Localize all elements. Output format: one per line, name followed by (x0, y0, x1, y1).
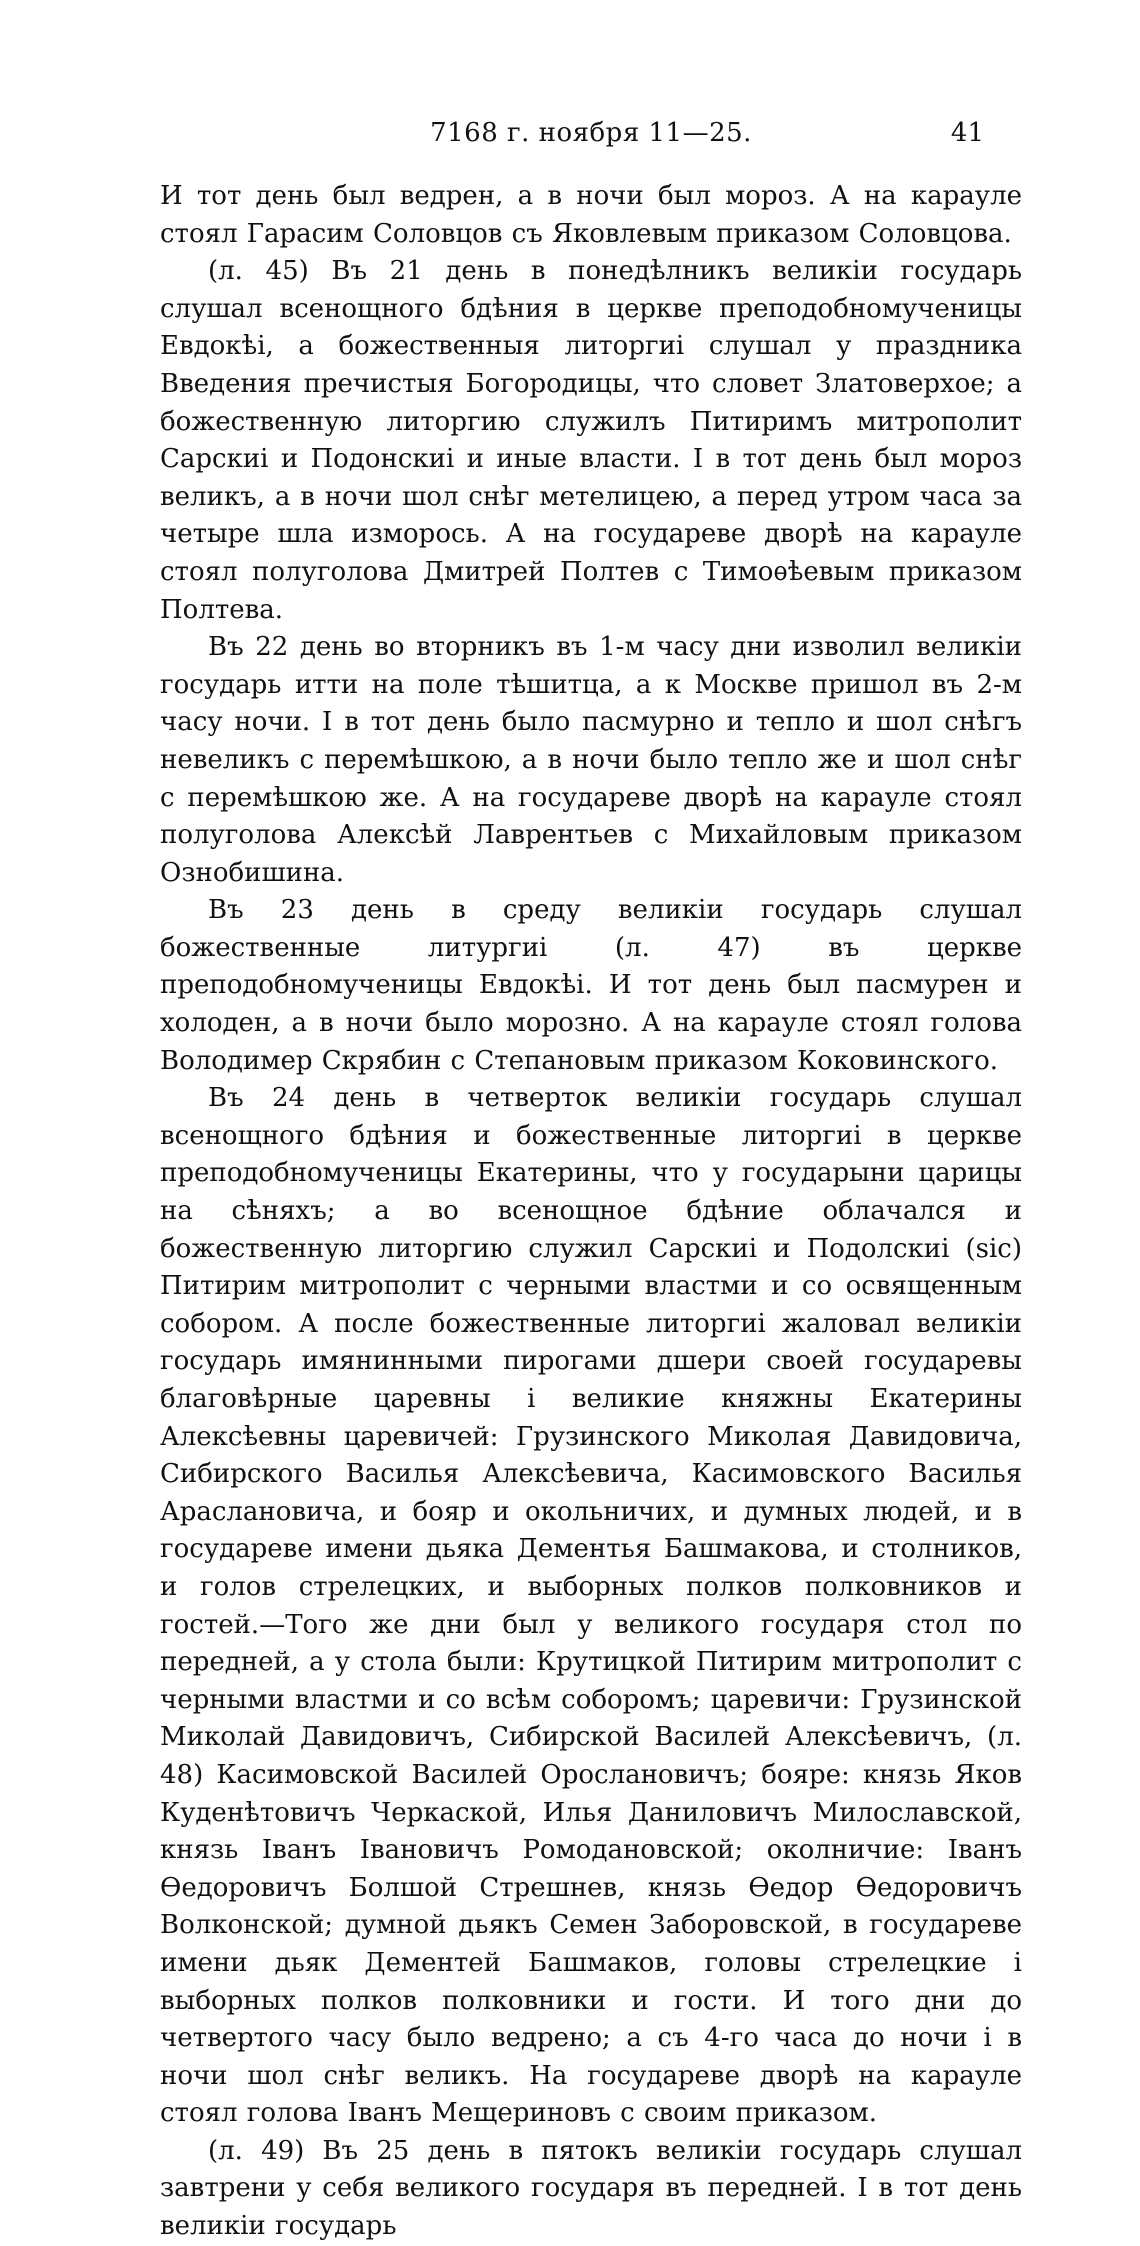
paragraph-5: Въ 24 день в четверток великiи государь слушал всенощного бдѣния и божественные литоргиi в церкве преподобномученицы Екатерины, что у государыни царицы на сѣняхъ; а во всенощное бдѣние облачался и божественную литоргию служил Сарскиi и Подолскиi (sic) Питирим митрополит с черными властми и со освященным собором. А после божественные литоргиi жаловал великiи государь имянинными пирогами дшери своей государевы благовѣрные царевны i великие княжны Екатерины Алексѣевны царевичей: Грузинского Миколая Давидовича, Сибирского Василья Алексѣевича, Касимовского Василья Арaслановича, и бояр и окольничих, и думных людей, и в государеве имени дьяка Дементья Башмакова, и столников, и голов стрелецких, и выборных полков полковников и гостей.—Того же дни был у великого государя стол по передней, а у стола были: Крутицкой Питирим митрополит с черными властми и со всѣм соборомъ; царевичи: Грузинской Миколай Давидовичъ, Сибирской Василей Алексѣевичъ, (л. 48) Касимовской Василей Орослановичъ; бояре: князь Яков Куденѣтовичъ Черкаской, Илья Даниловичъ Милославской, князь Iванъ Iвановичъ Ромодановской; околничие: Iванъ Ѳедоровичъ Болшой Стрешнев, князь Ѳедор Ѳедоровичъ Волконской; думной дьякъ Семен Заборовской, в государеве имени дьяк Дементей Башмаков, головы стрелецкие i выборных полков полковники и гости. И того дни до четвертого часу было ведрено; а съ 4-го часа до ночи i в ночи шол снѣг великъ. На государеве дворѣ на карауле стоял голова Iванъ Мещериновъ с своим приказом. (160, 1083, 1022, 2129)
paragraph-1: И тот день был ведрен, а в ночи был мороз. А на карауле стоял Гарасим Соловцов съ Яковлевым приказом Соловцова. (160, 181, 1022, 249)
running-header (160, 118, 1022, 152)
paragraph-6: (л. 49) Въ 25 день в пятокъ великiи государь слушал завтрени у себя великого государя въ передней. I в тот день великiи государь (160, 2135, 1022, 2242)
header-title: 7168 г. ноября 11—25. (430, 118, 752, 148)
paragraph-3: Въ 22 день во вторникъ въ 1-м часу дни изволил великiи государь итти на поле тѣшитца, а к Москве пришол въ 2-м часу ночи. I в тот день было пасмурно и тепло и шол снѣгъ невеликъ с перемѣшкою, а в ночи было тепло же и шол снѣг с перемѣшкою же. А на государеве дворѣ на карауле стоял полуголова Алексѣй Лаврентьев с Михайловым приказом Ознобишина. (160, 632, 1022, 888)
body-text (160, 178, 1022, 2246)
paragraph-2: (л. 45) Въ 21 день в понедѣлникъ великiи государь слушал всенощного бдѣния в церкве преподобномученицы Евдокѣi, а божественныя литоргиi слушал у праздника Введения пречистыя Богородицы, что словет Златоверхое; а божественную литоргию служилъ Питиримъ митрополит Сарскиi и Подонскиi и иные власти. I в тот день был мороз великъ, а в ночи шол снѣг метелицею, а перед утром часа за четыре шла изморось. А на государеве дворѣ на карауле стоял полуголова Дмитрей Полтев с Тимоѳѣевым приказом Полтева. (160, 256, 1022, 625)
paragraph-4: Въ 23 день в среду великiи государь слушал божественные литургиi (л. 47) въ церкве преподобномученицы Евдокѣi. И тот день был пасмурен и холоден, а в ночи было морозно. А на карауле стоял голова Володимер Скрябин с Степановым приказом Коковинского. (160, 895, 1022, 1076)
page-number: 41 (950, 118, 984, 148)
